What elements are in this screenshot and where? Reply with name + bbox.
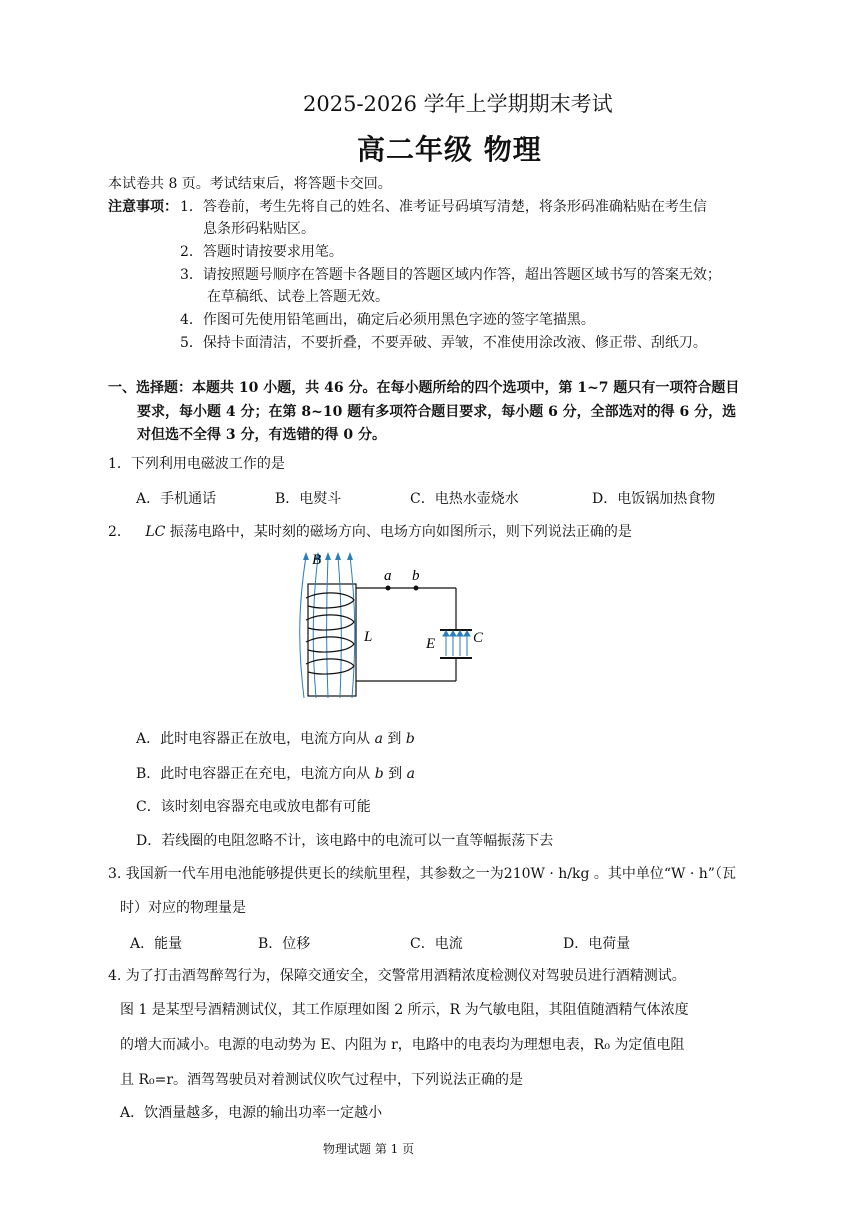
q3-option-b: B．位移	[258, 936, 311, 952]
q2-option-b-mid: 到	[383, 766, 407, 782]
q2-stem-text: 振荡电路中，某时刻的磁场方向、电场方向如图所示，则下列说法正确的是	[169, 524, 632, 540]
section-instructions: 要求，每小题 4 分；在第 8~10 题有多项符合题目要求，每小题 6 分，全部选对的得 6 分，选	[137, 404, 737, 420]
q2-option-a	[136, 728, 415, 748]
note-item: 4．作图可先使用铅笔画出，确定后必须用黑色字迹的签字笔描黑。	[180, 312, 595, 328]
lc-circuit-figure	[292, 548, 472, 700]
q2-option-b-var2: a	[406, 766, 415, 782]
q4-stem-line4: 且 R₀=r。酒驾驾驶员对着测试仪吹气过程中，下列说法正确的是	[120, 1072, 524, 1088]
q2-option-a-text: A．此时电容器正在放电，电流方向从	[136, 731, 375, 747]
label-C-outside: C	[473, 630, 484, 646]
q3-option-c: C．电流	[410, 936, 463, 952]
q4-option-a: A．饮酒量越多，电源的输出功率一定越小	[120, 1105, 383, 1121]
q2-option-c: C．该时刻电容器充电或放电都有可能	[136, 799, 371, 815]
intro-text: 本试卷共 8 页。考试结束后，将答题卡交回。	[108, 176, 392, 192]
q3-stem-line2: 时）对应的物理量是	[120, 900, 246, 916]
q2-number: 2．	[108, 524, 131, 540]
label-b: b	[412, 568, 420, 584]
q1-option-d: D．电饭锅加热食物	[592, 491, 716, 507]
terminal-b	[414, 586, 419, 591]
q2-option-a-mid: 到	[382, 731, 406, 747]
q1-stem: 1．下列利用电磁波工作的是	[108, 456, 285, 472]
q2-option-d: D．若线圈的电阻忽略不计，该电路中的电流可以一直等幅振荡下去	[136, 833, 554, 849]
q2-option-a-var2: b	[405, 731, 415, 747]
note-item: 2．答题时请按要求用笔。	[180, 244, 343, 260]
q2-option-a-var1: a	[374, 731, 383, 747]
note-item: 息条形码粘贴区。	[203, 221, 315, 237]
label-B: B	[312, 552, 322, 568]
section-instructions: 一、选择题：本题共 10 小题，共 46 分。在每小题所给的四个选项中，第 1~7 题只有一项符合题目	[108, 380, 740, 396]
exam-title: 2025-2026 学年上学期期末考试	[303, 92, 613, 116]
q2-option-b	[136, 763, 415, 783]
q1-option-b: B．电熨斗	[275, 491, 342, 507]
page-footer: 物理试题 第 1 页	[323, 1142, 415, 1156]
electric-field-arrows	[443, 631, 470, 656]
subject-title: 高二年级 物理	[357, 133, 542, 166]
q3-option-a: A．能量	[130, 936, 183, 952]
notes-label: 注意事项：	[108, 199, 178, 215]
label-E: E	[426, 636, 436, 652]
q1-option-c: C．电热水壶烧水	[410, 491, 519, 507]
note-item: 3．请按照题号顺序在答题卡各题目的答题区域内作答，超出答题区域书写的答案无效；	[180, 267, 721, 283]
terminal-a	[386, 586, 391, 591]
q2-option-b-text: B．此时电容器正在充电，电流方向从	[136, 766, 375, 782]
q3-option-d: D．电荷量	[563, 936, 631, 952]
label-L: L	[364, 629, 373, 645]
q1-option-a: A．手机通话	[136, 491, 217, 507]
magnetic-field-arrowheads	[303, 552, 353, 560]
section-instructions: 对但选不全得 3 分，有选错的得 0 分。	[137, 427, 386, 443]
label-a: a	[384, 568, 392, 584]
q4-stem-line2: 图 1 是某型号酒精测试仪，其工作原理如图 2 所示，R 为气敏电阻，其阻值随酒精气体浓度	[120, 1002, 689, 1018]
note-item: 在草稿纸、试卷上答题无效。	[207, 289, 389, 305]
note-item: 5．保持卡面清洁，不要折叠，不要弄破、弄皱，不准使用涂改液、修正带、刮纸刀。	[180, 335, 707, 351]
q4-stem-line3: 的增大而减小。电源的电动势为 E、内阻为 r，电路中的电表均为理想电表，R₀ 为定值电阻	[120, 1037, 685, 1053]
q2-stem	[108, 523, 632, 541]
note-item: 1．答卷前，考生先将自己的姓名、准考证号码填写清楚，将条形码准确粘贴在考生信	[180, 199, 707, 215]
q4-stem-line1: 4. 为了打击酒驾醉驾行为，保障交通安全，交警常用酒精浓度检测仪对驾驶员进行酒精测试。	[108, 968, 686, 984]
q3-stem-line1: 3. 我国新一代车用电池能够提供更长的续航里程，其参数之一为210W · h/kg 。其中单位“W · h”（瓦	[108, 866, 736, 882]
q2-option-b-var1: b	[374, 766, 384, 782]
q2-lc: LC	[145, 524, 166, 540]
lc-circuit-diagram	[292, 548, 472, 700]
